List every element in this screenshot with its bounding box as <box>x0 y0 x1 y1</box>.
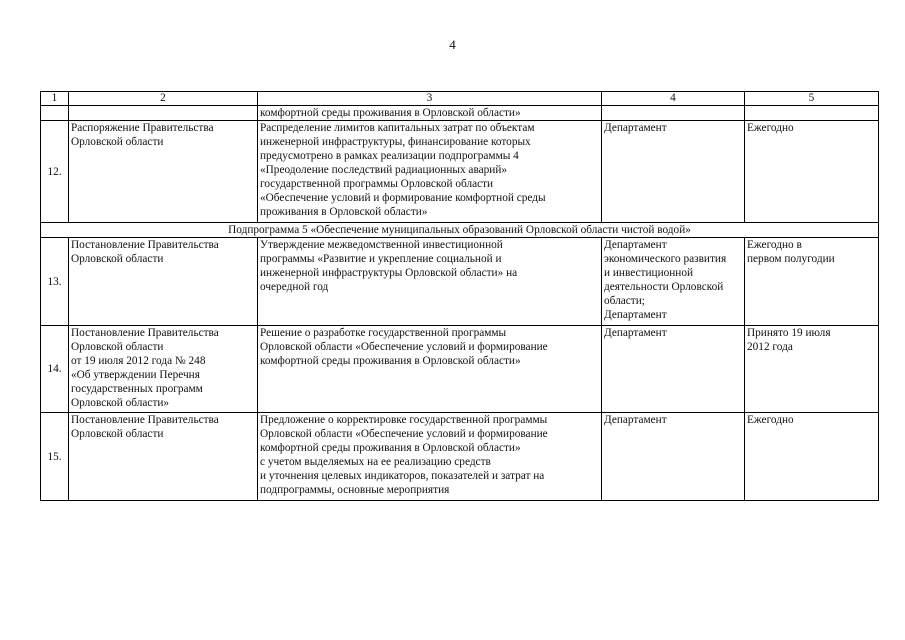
term-cell: Ежегодно <box>745 121 879 223</box>
page-number: 4 <box>449 37 456 52</box>
responsible-cell: Департамент экономического развития и инвестиционной деятельности Орловской области; Департамент <box>602 238 745 326</box>
header-cell-1: 1 <box>41 92 69 106</box>
term-cell: Принято 19 июля 2012 года <box>745 326 879 413</box>
table-row-13 <box>41 238 879 326</box>
document-cell: Распоряжение Правительства Орловской области <box>69 121 258 223</box>
row-number: 12. <box>41 121 69 223</box>
table-row-14 <box>41 326 879 413</box>
term-cell: Ежегодно <box>745 413 879 501</box>
header-cell-5: 5 <box>745 92 879 106</box>
header-cell-2: 2 <box>69 92 258 106</box>
measures-table <box>40 91 879 501</box>
header-cell-4: 4 <box>602 92 745 106</box>
table-row-12 <box>41 121 879 223</box>
responsible-cell: Департамент <box>602 413 745 501</box>
header-cell-3: 3 <box>258 92 602 106</box>
continuation-cell-3: комфортной среды проживания в Орловской области» <box>258 106 602 121</box>
document-cell: Постановление Правительства Орловской области <box>69 238 258 326</box>
row-number: 14. <box>41 326 69 413</box>
row-number: 15. <box>41 413 69 501</box>
continuation-cell-2 <box>69 106 258 121</box>
term-cell: Ежегодно в первом полугодии <box>745 238 879 326</box>
continuation-cell-4 <box>602 106 745 121</box>
section-row <box>41 223 879 238</box>
table-row-15 <box>41 413 879 501</box>
header-row <box>41 92 879 106</box>
continuation-cell-1 <box>41 106 69 121</box>
responsible-cell: Департамент <box>602 121 745 223</box>
continuation-cell-5 <box>745 106 879 121</box>
continuation-row <box>41 106 879 121</box>
content-cell: Распределение лимитов капитальных затрат по объектам инженерной инфраструктуры, финансирование которых предусмотрено в рамках реализации подпрограммы 4 «Преодоление последствий радиационных аварий» государственной программы Орловской области «Обеспечение условий и формирование комфортной среды проживания в Орловской области» <box>258 121 602 223</box>
content-cell: Предложение о корректировке государственной программы Орловской области «Обеспечение условий и формирование комфортной среды проживания в Орловской области» с учетом выделяемых на ее реализацию средств и уточнения целевых индикаторов, показателей и затрат на подпрограммы, основные мероприятия <box>258 413 602 501</box>
document-cell: Постановление Правительства Орловской области <box>69 413 258 501</box>
content-cell: Утверждение межведомственной инвестиционной программы «Развитие и укрепление социальной и инженерной инфраструктуры Орловской области» на очередной год <box>258 238 602 326</box>
document-cell: Постановление Правительства Орловской области от 19 июля 2012 года № 248 «Об утверждении Перечня государственных программ Орловской области» <box>69 326 258 413</box>
content-cell: Решение о разработке государственной программы Орловской области «Обеспечение условий и формирование комфортной среды проживания в Орловской области» <box>258 326 602 413</box>
row-number: 13. <box>41 238 69 326</box>
responsible-cell: Департамент <box>602 326 745 413</box>
section-title: Подпрограмма 5 «Обеспечение муниципальных образований Орловской области чистой водой» <box>41 223 879 238</box>
